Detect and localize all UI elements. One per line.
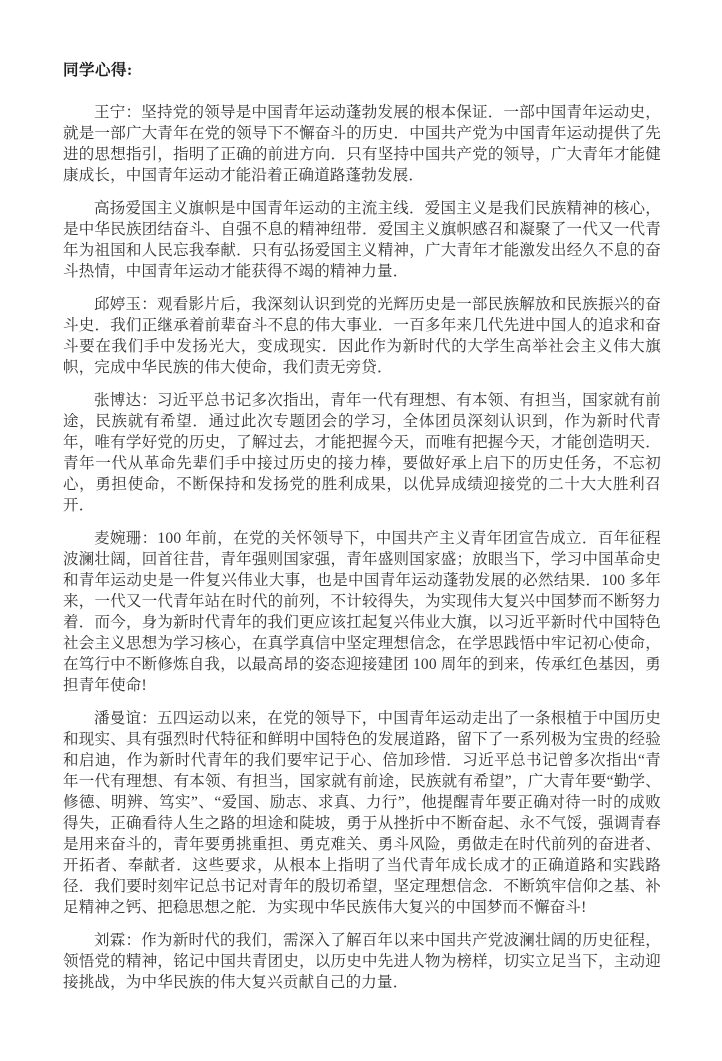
- paragraph-qiutingyu: 邱婷玉：观看影片后，我深刻认识到党的光辉历史是一部民族解放和民族振兴的奋斗史．我们正继承着前辈奋斗不息的伟大事业．一百多年来几代先进中国人的追求和奋斗要在我们手中发扬光大，变成现实．因此作为新时代的大学生高举社会主义伟大旗帜，完成中华民族的伟大使命，我们责无旁贷．: [63, 296, 661, 376]
- paragraph-maiwanshan: 麦婉珊：100 年前，在党的关怀领导下，中国共产主义青年团宣告成立．百年征程波澜壮阔，回首往昔，青年强则国家强，青年盛则国家盛；放眼当下，学习中国革命史和青年运动史是一件复兴伟业大事，也是中国青年运动蓬勃发展的必然结果．100 多年来，一代又一代青年站在时代的前列，不计较得失，为实现伟大复兴中国梦而不断努力着．而今，身为新时代青年的我们更应该扛起复兴伟业大旗，以习近平新时代中国特色社会主义思想为学习核心，在真学真信中坚定理想信念，在学思践悟中牢记初心使命，在笃行中不断修炼自我，以最高昂的姿态迎接建团 100 周年的到来，传承红色基因，勇担青年使命!: [63, 530, 661, 694]
- paragraph-panmanyi: 潘曼谊：五四运动以来，在党的领导下，中国青年运动走出了一条根植于中国历史和现实、具有强烈时代特征和鲜明中国特色的发展道路，留下了一系列极为宝贵的经验和启迪，作为新时代青年的我们要牢记于心、倍加珍惜．习近平总书记曾多次指出“青年一代有理想、有本领、有担当，国家就有前途，民族就有希望”，广大青年要“勤学、修德、明辨、笃实”、“爱国、励志、求真、力行”，他提醒青年要正确对待一时的成败得失，正确看待人生之路的坦途和陡坡，勇于从挫折中不断奋起、永不气馁，强调青春是用来奋斗的，青年要勇挑重担、勇克难关、勇斗风险，勇做走在时代前列的奋进者、开拓者、奉献者．这些要求，从根本上指明了当代青年成长成才的正确道路和实践路径．我们要时刻牢记总书记对青年的殷切希望，坚定理想信念．不断筑牢信仰之基、补足精神之钙、把稳思想之舵．为实现中华民族伟大复兴的中国梦而不懈奋斗!: [63, 710, 661, 916]
- paragraph-zhangboda: 张博达：习近平总书记多次指出，青年一代有理想、有本领、有担当，国家就有前途，民族就有希望．通过此次专题团会的学习，全体团员深刻认识到，作为新时代青年，唯有学好党的历史，了解过去，才能把握今天，而唯有把握今天，才能创造明天．青年一代从革命先辈们手中接过历史的接力棒，要做好承上启下的历史任务，不忘初心，勇担使命，不断保持和发扬党的胜利成果，以优异成绩迎接党的二十大大胜利召开．: [63, 392, 661, 514]
- paragraph-patriotism-banner: 高扬爱国主义旗帜是中国青年运动的主流主线．爱国主义是我们民族精神的核心，是中华民族团结奋斗、自强不息的精神纽带．爱国主义旗帜感召和凝聚了一代又一代青年为祖国和人民忘我奉献．只有弘扬爱国主义精神，广大青年才能激发出经久不息的奋斗热情，中国青年运动才能获得不竭的精神力量．: [63, 200, 661, 280]
- paragraph-liulin: 刘霖：作为新时代的我们，需深入了解百年以来中国共产党波澜壮阔的历史征程，领悟党的精神，铭记中国共青团史，以历史中先进人物为榜样，切实立足当下，主动迎接挑战，为中华民族的伟大复兴贡献自己的力量．: [63, 932, 661, 991]
- document-title: 同学心得:: [63, 62, 133, 79]
- paragraph-wangning: 王宁：坚持党的领导是中国青年运动蓬勃发展的根本保证．一部中国青年运动史，就是一部广大青年在党的领导下不懈奋斗的历史．中国共产党为中国青年运动提供了先进的思想指引，指明了正确的前进方向．只有坚持中国共产党的领导，广大青年才能健康成长，中国青年运动才能沿着正确道路蓬勃发展．: [63, 104, 661, 184]
